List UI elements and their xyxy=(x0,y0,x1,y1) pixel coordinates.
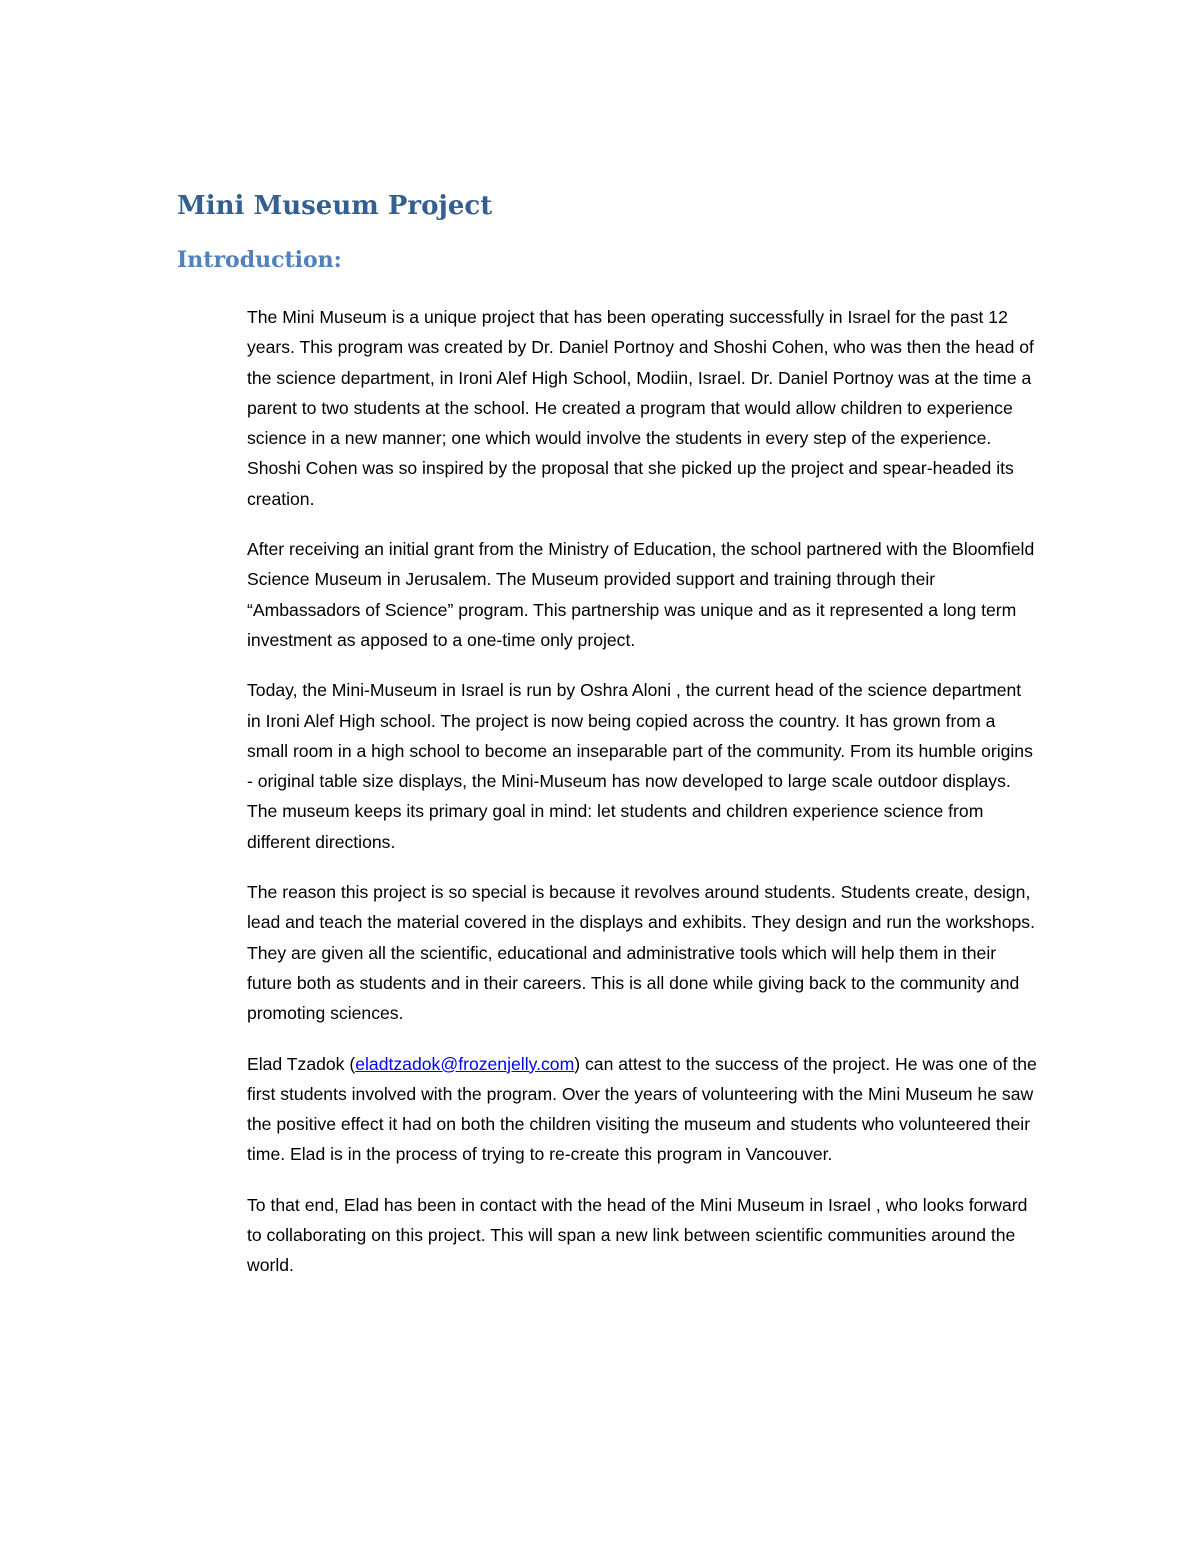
paragraph-5-text-end: ) can attest to the success of the project. He was one of the first students involved with the program. Over the years of volunteering with the Mini Museum he saw the positive effect it had on both the children visiting the museum and students who volunteered their time. Elad is in the process of trying to re-create this program in Vancouver. xyxy=(247,1053,1037,1165)
paragraph-2: After receiving an initial grant from the Ministry of Education, the school partnered with the Bloomfield Science Museum in Jerusalem. The Museum provided support and training through their “Ambassadors of Science” program. This partnership was unique and as it represented a long term investment as apposed to a one-time only project. xyxy=(247,539,1035,650)
paragraph-6: To that end, Elad has been in contact with the head of the Mini Museum in Israel , who looks forward to collaborating on this project. This will span a new link between scientific communities around the world. xyxy=(247,1194,1028,1276)
document-title: Mini Museum Project xyxy=(177,191,493,221)
paragraph-5-text-start: Elad Tzadok ( xyxy=(247,1053,356,1074)
document-body xyxy=(247,302,1037,1301)
email-link[interactable]: eladtzadok@frozenjelly.com xyxy=(355,1053,575,1074)
paragraph-4: The reason this project is so special is because it revolves around students. Students create, design, lead and teach the material covered in the displays and exhibits. They design and run the workshops. They are given all the scientific, educational and administrative tools which will help them in their future both as students and in their careers. This is all done while giving back to the community and promoting sciences. xyxy=(247,882,1035,1024)
paragraph-3: Today, the Mini-Museum in Israel is run by Oshra Aloni , the current head of the science department in Ironi Alef High school. The project is now being copied across the country. It has grown from a small room in a high school to become an inseparable part of the community. From its humble origins - original table size displays, the Mini-Museum has now developed to large scale outdoor displays. The museum keeps its primary goal in mind: let students and children experience science from different directions. xyxy=(247,680,1033,852)
paragraph-1: The Mini Museum is a unique project that has been operating successfully in Israel for the past 12 years. This program was created by Dr. Daniel Portnoy and Shoshi Cohen, who was then the head of the science department, in Ironi Alef High School, Modiin, Israel. Dr. Daniel Portnoy was at the time a parent to two students at the school. He created a program that would allow children to experience science in a new manner; one which would involve the students in every step of the experience. Shoshi Cohen was so inspired by the proposal that she picked up the project and spear-headed its creation. xyxy=(247,307,1034,509)
paragraph-5 xyxy=(247,1049,1037,1170)
section-heading-introduction: Introduction: xyxy=(177,247,342,273)
